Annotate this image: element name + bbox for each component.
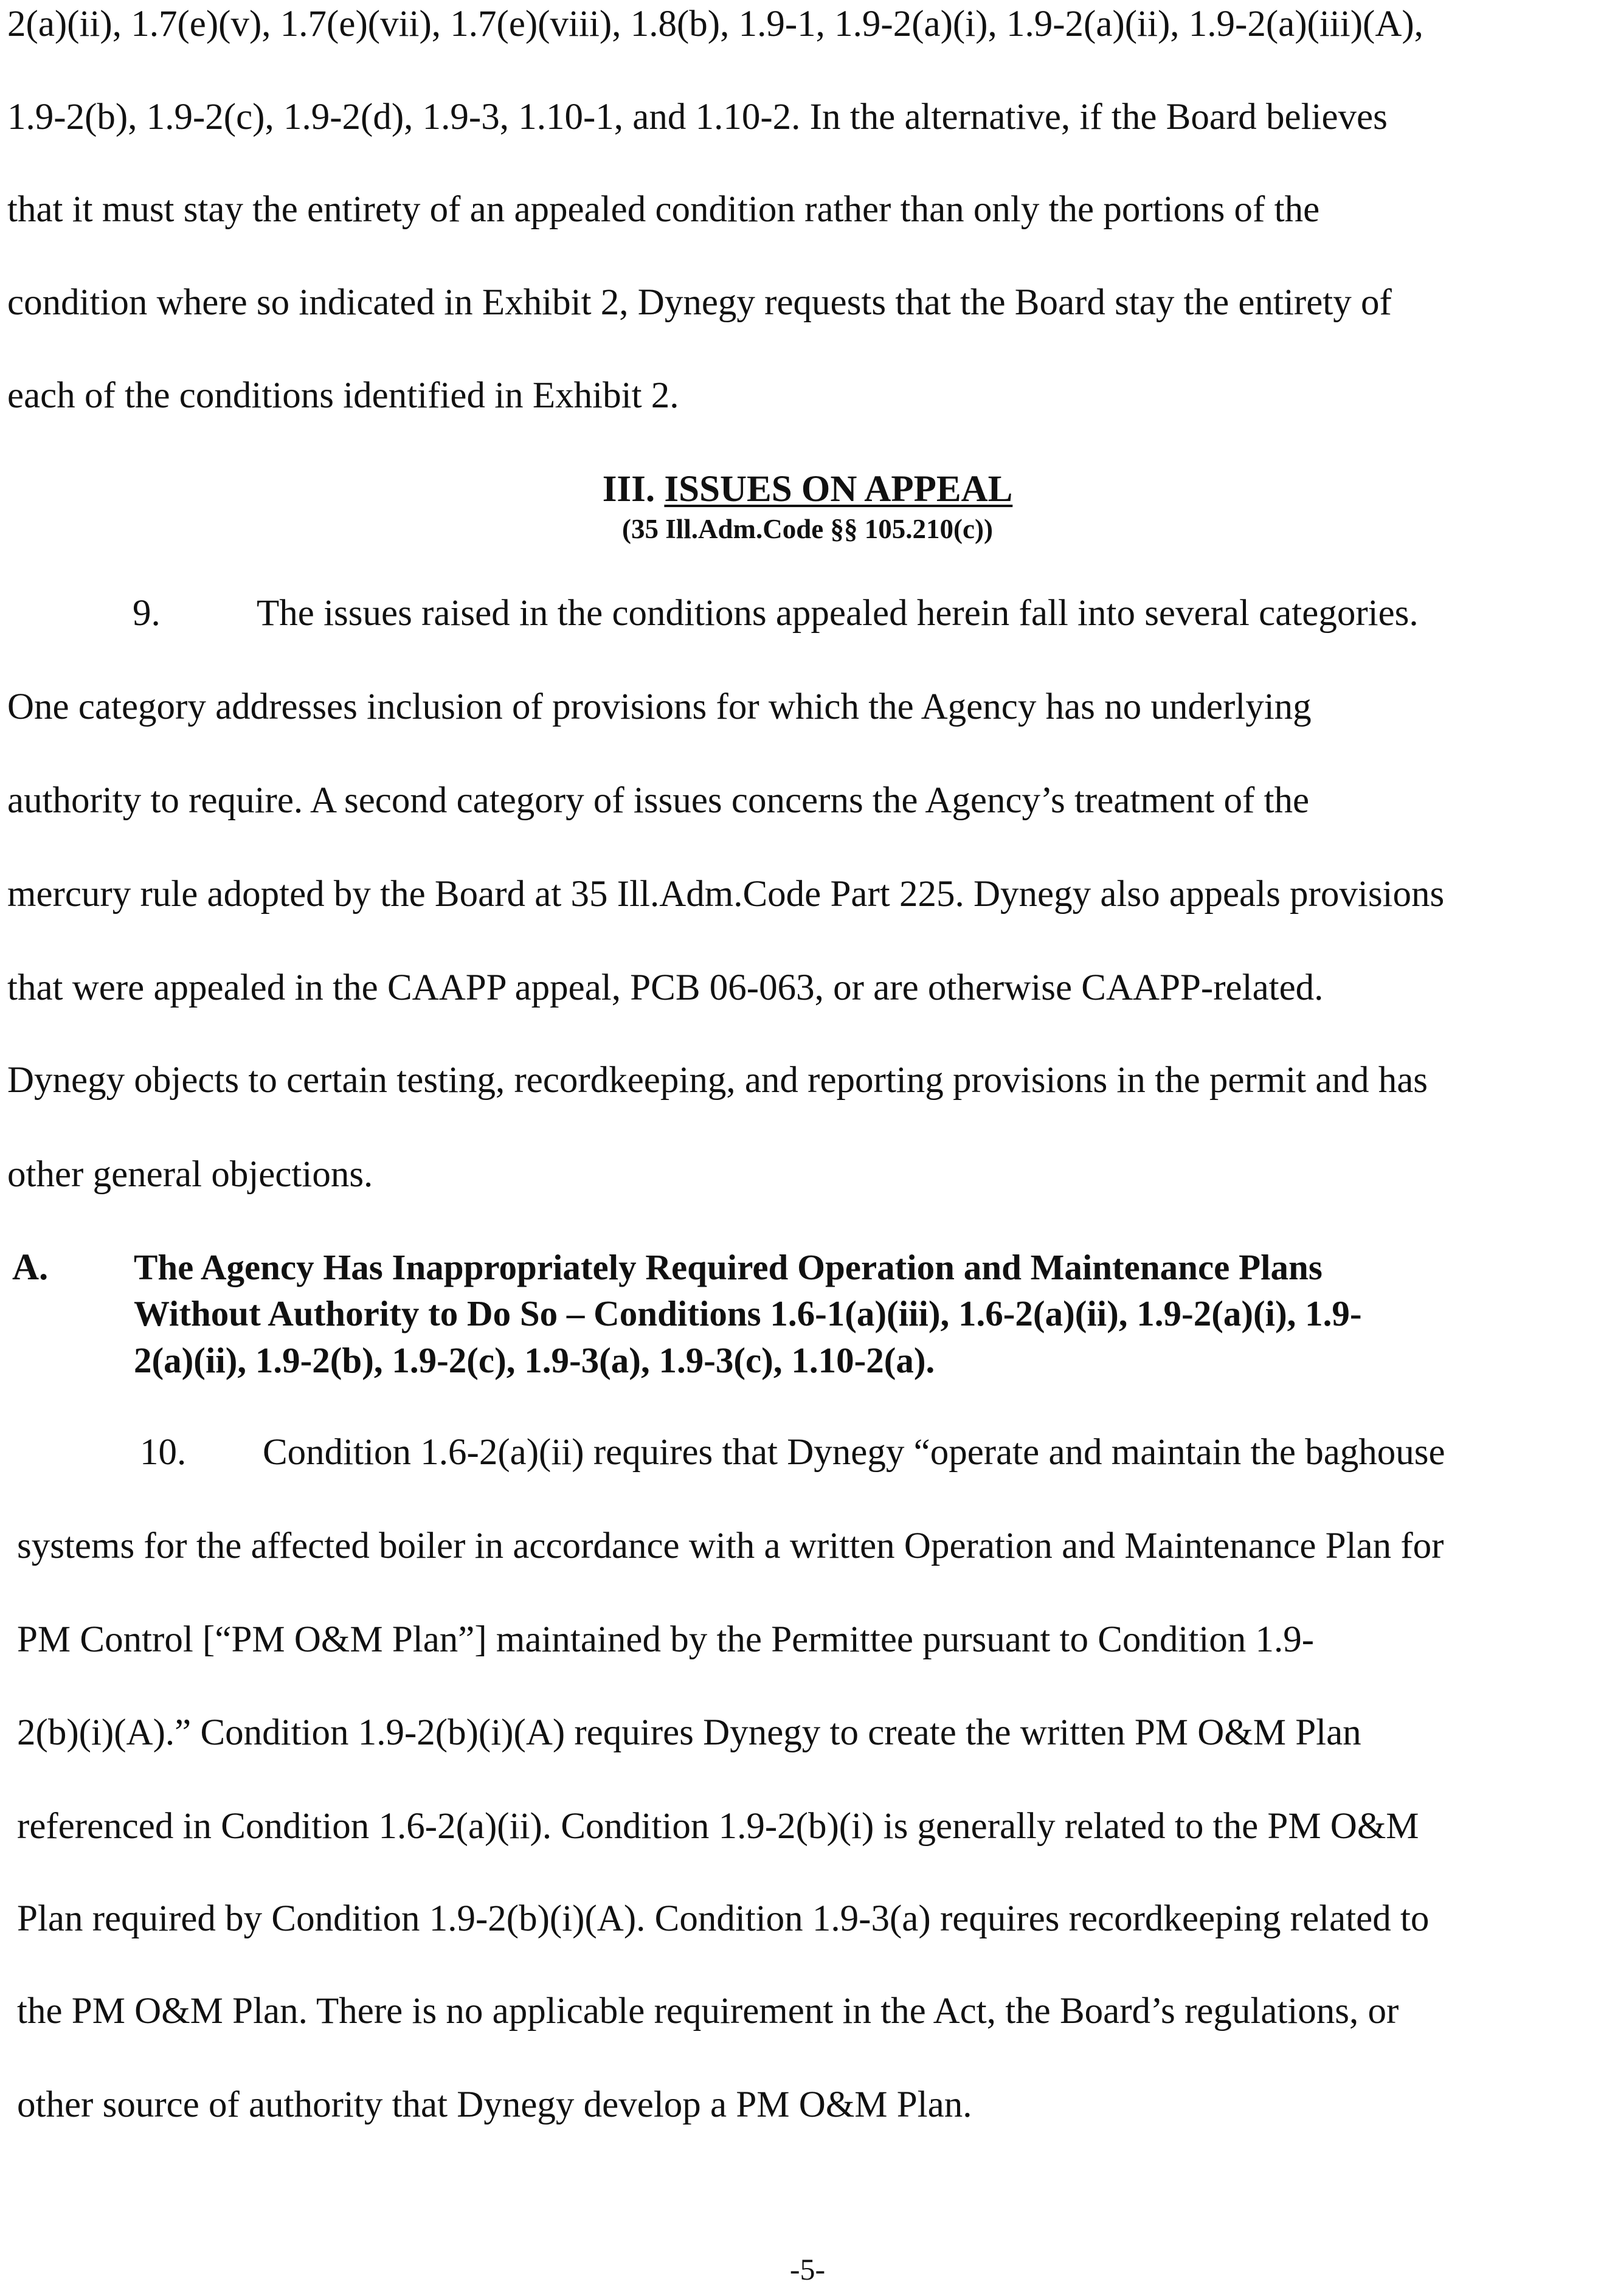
subsection-a-title-line-1: The Agency Has Inappropriately Required Operation and Maintenance Plans bbox=[134, 1247, 1323, 1287]
continuation-line-3: that it must stay the entirety of an appealed condition rather than only the portions of the bbox=[7, 189, 1320, 230]
paragraph-10-line-7: the PM O&M Plan. There is no applicable requirement in the Act, the Board’s regulations, or bbox=[17, 1991, 1399, 2031]
paragraph-10-line-5: referenced in Condition 1.6-2(a)(ii). Condition 1.9-2(b)(i) is generally related to the PM O&M bbox=[17, 1806, 1419, 1847]
continuation-line-5: each of the conditions identified in Exhibit 2. bbox=[7, 375, 679, 416]
paragraph-9-line-4: mercury rule adopted by the Board at 35 Ill.Adm.Code Part 225. Dynegy also appeals provisions bbox=[7, 874, 1445, 915]
paragraph-9-first-line: The issues raised in the conditions appealed herein fall into several categories. bbox=[257, 593, 1419, 634]
continuation-line-2: 1.9-2(b), 1.9-2(c), 1.9-2(d), 1.9-3, 1.10-1, and 1.10-2. In the alternative, if the Board believes bbox=[7, 97, 1388, 137]
paragraph-9-line-3: authority to require. A second category of issues concerns the Agency’s treatment of the bbox=[7, 780, 1310, 821]
heading-numeral: III. bbox=[602, 469, 655, 510]
subsection-a-label: A. bbox=[12, 1247, 49, 1288]
paragraph-10-line-8: other source of authority that Dynegy develop a PM O&M Plan. bbox=[17, 2084, 972, 2125]
page-number: -5- bbox=[789, 2252, 826, 2286]
paragraph-9-line-5: that were appealed in the CAAPP appeal, PCB 06-063, or are otherwise CAAPP-related. bbox=[7, 967, 1324, 1008]
section-heading bbox=[0, 468, 1615, 511]
paragraph-10-line-3: PM Control [“PM O&M Plan”] maintained by the Permittee pursuant to Condition 1.9- bbox=[17, 1619, 1315, 1660]
heading-title: ISSUES ON APPEAL bbox=[664, 469, 1013, 510]
paragraph-10-first-line: Condition 1.6-2(a)(ii) requires that Dynegy “operate and maintain the baghouse bbox=[263, 1432, 1445, 1473]
subsection-a-title-line-2: Without Authority to Do So – Conditions 1.6-1(a)(iii), 1.6-2(a)(ii), 1.9-2(a)(i), 1.9- bbox=[134, 1293, 1362, 1333]
paragraph-10-line-6: Plan required by Condition 1.9-2(b)(i)(A). Condition 1.9-3(a) requires recordkeeping related to bbox=[17, 1898, 1430, 1939]
paragraph-9-line-2: One category addresses inclusion of provisions for which the Agency has no underlying bbox=[7, 686, 1312, 727]
continuation-line-1: 2(a)(ii), 1.7(e)(v), 1.7(e)(vii), 1.7(e)(viii), 1.8(b), 1.9-1, 1.9-2(a)(i), 1.9-2(a)(ii), 1.9-2(a)(iii)(A), bbox=[7, 4, 1423, 44]
heading-citation: (35 Ill.Adm.Code §§ 105.210(c)) bbox=[622, 514, 993, 544]
paragraph-9-number: 9. bbox=[133, 593, 161, 634]
paragraph-10-line-4: 2(b)(i)(A).” Condition 1.9-2(b)(i)(A) requires Dynegy to create the written PM O&M Plan bbox=[17, 1712, 1361, 1753]
paragraph-10-number: 10. bbox=[140, 1432, 187, 1473]
paragraph-9-line-7: other general objections. bbox=[7, 1154, 373, 1195]
subsection-a-title-line-3: 2(a)(ii), 1.9-2(b), 1.9-2(c), 1.9-3(a), 1.9-3(c), 1.10-2(a). bbox=[134, 1340, 935, 1380]
paragraph-9-line-6: Dynegy objects to certain testing, recordkeeping, and reporting provisions in the permit and has bbox=[7, 1060, 1428, 1101]
paragraph-10-line-2: systems for the affected boiler in accordance with a written Operation and Maintenance Plan for bbox=[17, 1526, 1444, 1566]
continuation-line-4: condition where so indicated in Exhibit 2, Dynegy requests that the Board stay the entirety of bbox=[7, 282, 1392, 323]
